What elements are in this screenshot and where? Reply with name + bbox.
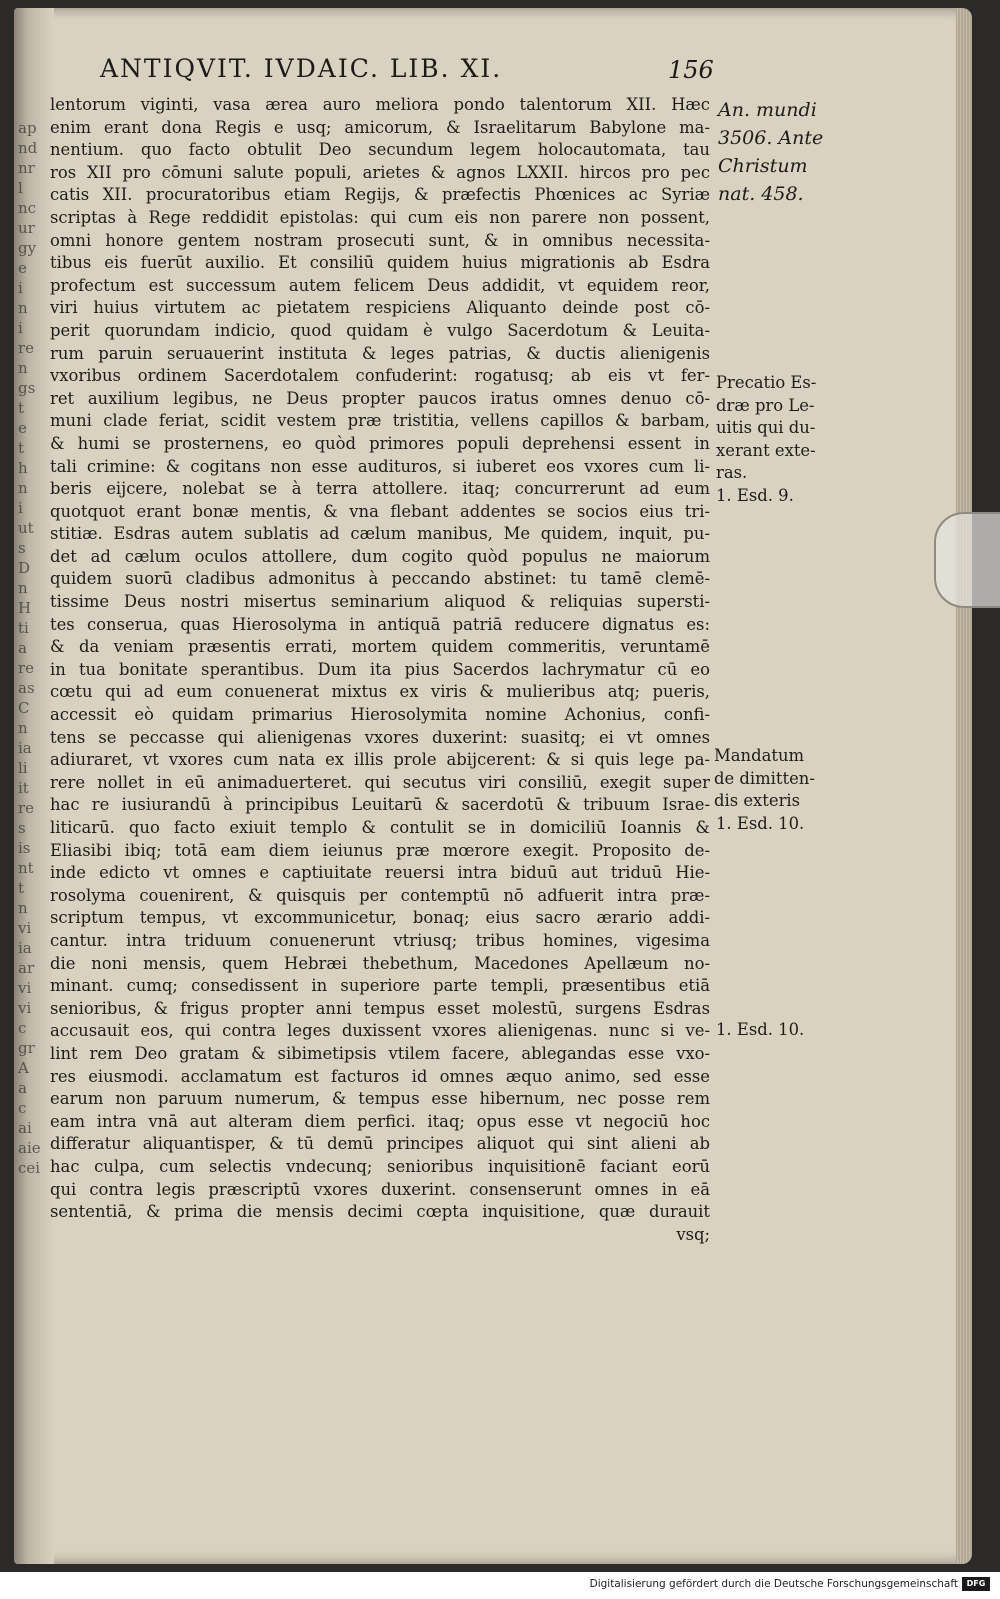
text-line: muni clade feriat, scidit vestem præ tristitia, vellens capillos & barbam, (50, 411, 710, 431)
margin-note-line: dis exteris (714, 791, 801, 811)
text-line: perit quorundam indicio, quod quidam è vulgo Sacerdotum & Leuita- (50, 320, 710, 340)
text-line: ret auxilium legibus, ne Deus propter paucos iratus omnes denuo cō- (50, 388, 710, 408)
facing-page-fragments: ap nd nr l nc ur gy e i n i re n gs t e t h n i ut s D n H ti a re as C n ia li it re s is nt t n vi ia ar vi vi c gr A a c ai aie cei (18, 119, 41, 1177)
text-line: scriptas à Rege reddidit epistolas: qui cum eis non parere non possent, (50, 207, 710, 227)
text-line: profectum est successum autem felicem Deus addidit, vt equidem reor, (50, 275, 710, 295)
text-line: senioribus, & frigus propter anni tempus esset molestū, surgens Esdras (50, 998, 710, 1018)
margin-note-line: xerant exte- (716, 440, 816, 460)
margin-note-reference (716, 813, 804, 836)
text-line: beris eijcere, nolebat se à terra attollere. itaq; concurrerunt ad eum (50, 479, 710, 499)
text-line: tes conserua, quas Hierosolyma in antiquā patriā reducere dignatus es: (50, 614, 710, 634)
margin-note-chronology (718, 96, 823, 208)
text-line: tali crimine: & cogitans non esse audituros, si iuberet eos vxores cum li- (50, 456, 710, 476)
text-line: viri huius virtutem ac pietatem respiciens Aliquanto deinde post cō- (50, 298, 710, 318)
text-line: stitiæ. Esdras autem sublatis ad cælum manibus, Me quidem, inquit, pu- (50, 524, 710, 544)
text-line: liticarū. quo facto exiuit templo & contulit se in domiciliū Ioannis & (50, 818, 710, 837)
margin-note-line: nat. 458. (718, 183, 804, 205)
margin-note-line: 1. Esd. 9. (716, 486, 794, 505)
page-clip (934, 512, 1000, 608)
text-line: tissime Deus nostri misertus seminarium aliquod & reliquias supersti- (50, 592, 710, 612)
margin-note-line: dræ pro Le- (716, 395, 815, 415)
text-line: earum non paruum numerum, & tempus esse hibernum, nec posse rem (50, 1089, 710, 1109)
margin-note-line: Precatio Es- (716, 373, 817, 392)
running-head: ANTIQVIT. IVDAIC. LIB. XI. (100, 54, 503, 83)
text-line: qui contra legis præscriptū vxores duxerint. consenserunt omnes in eā (50, 1179, 710, 1199)
text-line: sententiā, & prima die mensis decimi cœpta inquisitione, quæ durauit (50, 1202, 710, 1222)
text-line: accessit eò quidam primarius Hierosolymita nomine Achonius, confi- (50, 705, 710, 725)
text-line: vsq; (676, 1224, 710, 1244)
main-text-block (50, 94, 710, 1246)
text-line: nentium. quo facto obtulit Deo secundum legem holocautomata, tau (50, 140, 710, 160)
text-line: tibus eis fuerūt auxilio. Et consiliū quidem huius migrationis ab Esdra (50, 253, 710, 273)
text-line: minant. cumq; consedissent in superiore parte templi, præsentibus etiā (50, 976, 710, 996)
text-line: inde edicto vt omnes e captiuitate reuersi intra biduū aut triduū Hie- (50, 863, 710, 883)
text-line: scriptum tempus, vt excommunicetur, bonaq; eius sacro ærario addi- (50, 908, 710, 928)
margin-note-reference (716, 485, 794, 508)
text-line: rum paruin seruauerint instituta & leges patrias, & ductis alienigenis (50, 343, 710, 363)
page-number: 156 (668, 56, 714, 84)
text-line: rere nollet in eū animaduerteret. qui secutus viri consiliū, exegit super (50, 772, 710, 792)
margin-note-line: uitis qui du- (716, 418, 816, 438)
page-edge (956, 8, 972, 1564)
text-line: die noni mensis, quem Hebræi thebethum, Macedones Apellæum no- (50, 953, 710, 973)
text-line: tens se peccasse qui alienigenas vxores duxerint: suasitq; ei vt omnes (50, 727, 710, 747)
margin-note-line: Christum (718, 155, 808, 177)
text-line: Eliasibi ibiq; totā eam diem ieiunus præ mœrore exegit. Proposito de- (50, 840, 710, 860)
text-line: ros XII pro cōmuni salute populi, arietes & agnos LXXII. hircos pro pec (50, 162, 710, 182)
text-line: & da veniam præsentis errati, mortem quidem commeritis, veruntamē (50, 637, 710, 657)
text-line: res eiusmodi. acclamatum est facturos id omnes æquo animo, sed esse (50, 1066, 710, 1086)
text-line: enim erant dona Regis e usq; amicorum, & Israelitarum Babylone ma- (50, 117, 710, 137)
text-line: accusauit eos, qui contra leges duxissent vxores alienigenas. nunc si ve- (50, 1021, 710, 1041)
margin-note-line: Mandatum (714, 746, 805, 765)
text-line: quotquot erant bonæ mentis, & vna flebant addentes se socios eius tri- (50, 501, 710, 521)
text-line: omni honore gentem nostram prosecuti sunt, & in omnibus necessita- (50, 230, 710, 250)
margin-note-line: 1. Esd. 10. (716, 1020, 805, 1039)
text-line: in tua bonitate sperantibus. Dum ita pius Sacerdos lachrymatur cū eo (50, 659, 710, 679)
text-line: adiuraret, vt vxores cum nata ex illis prole abijcerent: & si quis lege pa- (50, 750, 710, 770)
margin-note-precatio (716, 372, 816, 485)
text-line: cœtu qui ad eum conuenerat mixtus ex viris & mulieribus atq; pueris, (50, 682, 710, 702)
page-gutter (14, 8, 54, 1564)
text-line: eam intra vnā aut alteram diem perfici. itaq; opus esse vt negociū hoc (50, 1111, 710, 1131)
text-line: & humi se prosternens, eo quòd primores populi deprehensi essent in (50, 433, 710, 453)
text-line: lint rem Deo gratam & sibimetipsis vtilem facere, ablegandas esse vxo- (50, 1043, 710, 1063)
text-line: hac re iusiurandū à principibus Leuitarū & sacerdotū & tribuum Israe- (50, 795, 710, 815)
text-line: rosolyma couenirent, & quisquis per contemptū nō adfuerit intra præ- (50, 885, 710, 905)
margin-note-line: An. mundi (718, 99, 817, 121)
text-line: quidem suorū cladibus admonitus à peccando abstinet: tu tamē clemē- (50, 569, 710, 589)
footer-bar (0, 1572, 1000, 1599)
margin-note-line: 1. Esd. 10. (716, 814, 805, 833)
text-line: hac culpa, cum selectis vndecunq; senioribus inquisitionē faciant eorū (50, 1156, 710, 1176)
margin-note-reference (716, 1019, 804, 1042)
text-line: lentorum viginti, vasa ærea auro meliora pondo talentorum XII. Hæc (50, 95, 710, 114)
text-line: differatur aliquantisper, & tū demū principes aliquot qui sint alieni ab (50, 1134, 710, 1154)
margin-note-mandatum (714, 745, 815, 813)
text-line: vxoribus ordinem Sacerdotalem confuderint: rogatusq; ab eis vt fer- (50, 366, 710, 386)
dfg-logo: DFG (962, 1577, 990, 1591)
margin-note-line: ras. (716, 463, 748, 483)
text-line: det ad cælum oculos attollere, dum cogito quòd populus ne maiorum (50, 546, 710, 566)
margin-note-line: 3506. Ante (718, 127, 824, 149)
text-line: cantur. intra triduum conuenerunt vtriusq; tribus homines, vigesima (50, 930, 710, 950)
text-line: catis XII. procuratoribus etiam Regijs, & præfectis Phœnices ac Syriæ (50, 185, 710, 205)
margin-note-line: de dimitten- (714, 768, 815, 788)
funding-credit: Digitalisierung gefördert durch die Deutsche Forschungsgemeinschaft (589, 1578, 958, 1590)
